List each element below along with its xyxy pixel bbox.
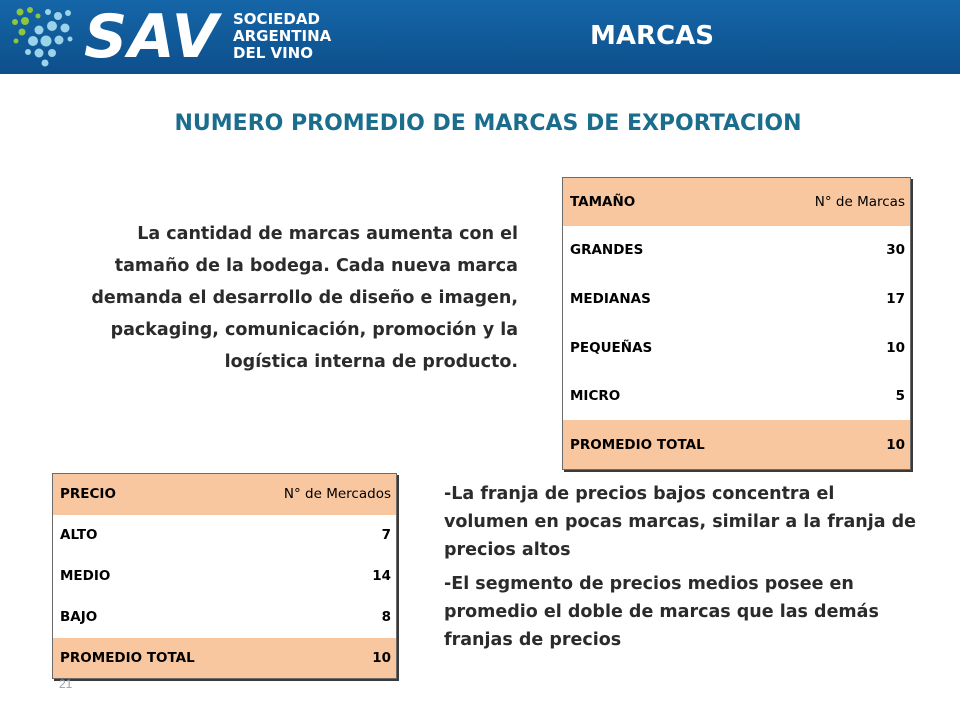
table-header-cell: PRECIO	[53, 474, 242, 515]
size-description-text: La cantidad de marcas aumenta con el tamaño de la bodega. Cada nueva marca demanda el desarrollo de diseño e imagen, packaging, comunicación, promoción y la logística interna de producto.	[91, 224, 518, 372]
header-band	[0, 0, 960, 74]
table-row	[563, 226, 911, 275]
table-cell: MICRO	[563, 372, 767, 421]
table-row	[563, 323, 911, 372]
page-title: NUMERO PROMEDIO DE MARCAS DE EXPORTACION	[174, 111, 802, 136]
logo-subtitle-line: DEL VINO	[233, 44, 313, 62]
brands-by-price-table	[52, 473, 397, 679]
table-cell: PROMEDIO TOTAL	[53, 638, 242, 679]
table-cell: PROMEDIO TOTAL	[563, 420, 767, 469]
table-cell: 7	[242, 515, 397, 556]
table-header-cell: TAMAÑO	[563, 178, 767, 227]
table-total-row	[563, 420, 911, 469]
table-header-cell: N° de Mercados	[242, 474, 397, 515]
logo-subtitle	[233, 11, 353, 62]
table-cell: MEDIO	[53, 556, 242, 597]
table-header-row	[563, 178, 911, 227]
price-notes	[444, 480, 924, 660]
table-cell: 14	[242, 556, 397, 597]
table-header-cell: N° de Marcas	[767, 178, 911, 227]
table-row	[53, 556, 397, 597]
slide-title: MARCAS	[590, 21, 714, 51]
table-cell: ALTO	[53, 515, 242, 556]
brands-by-size-table	[562, 177, 911, 470]
logo-subtitle-line: SOCIEDAD	[233, 10, 320, 28]
logo-wordmark: SAV	[84, 2, 220, 72]
page-number: 21	[59, 677, 73, 691]
table-cell: 5	[767, 372, 911, 421]
logo-subtitle-line: ARGENTINA	[233, 27, 332, 45]
table-cell: BAJO	[53, 597, 242, 638]
table-cell: 30	[767, 226, 911, 275]
table-header-row	[53, 474, 397, 515]
table-cell: 8	[242, 597, 397, 638]
table-row	[563, 372, 911, 421]
grape-cluster-icon	[8, 4, 78, 70]
table-cell: 10	[242, 638, 397, 679]
table-cell: 10	[767, 323, 911, 372]
table-total-row	[53, 638, 397, 679]
table-cell: PEQUEÑAS	[563, 323, 767, 372]
price-note-paragraph: -La franja de precios bajos concentra el volumen en pocas marcas, similar a la franja de precios altos	[444, 484, 917, 560]
table-row	[53, 515, 397, 556]
table-row	[563, 275, 911, 324]
table-cell: 17	[767, 275, 911, 324]
table-cell: 10	[767, 420, 911, 469]
table-row	[53, 597, 397, 638]
table-cell: MEDIANAS	[563, 275, 767, 324]
price-note-paragraph: -El segmento de precios medios posee en promedio el doble de marcas que las demás franjas de precios	[444, 574, 879, 650]
table-cell: GRANDES	[563, 226, 767, 275]
